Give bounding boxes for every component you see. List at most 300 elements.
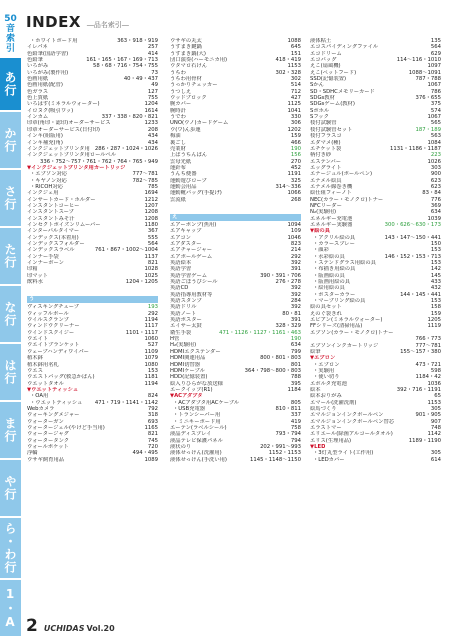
entry-pages: 799 [290,348,301,355]
sidebar-title [0,14,21,54]
entry-name: ▼LED [310,444,326,450]
entry-pages: 376・655 [415,95,441,102]
sidebar-title-char: 音 [5,24,15,34]
entry-name: インクジェットプリンタ用ロールペル [27,152,117,159]
entry-name: 色上質紙 [27,95,49,102]
entry-name: インナー手袋 [27,253,59,260]
sidebar-title-char: 索 [5,34,15,44]
tab-label: た行 [3,243,17,269]
tab-number-alpha[interactable] [0,580,21,636]
entry-pages: 364・798〜800・803 [244,367,301,374]
entry-pages: 305 [430,405,441,412]
catalog-volume: Vol.20 [86,624,115,633]
entry-name: ・布描き用絵の具 [313,266,356,273]
entry-name: 植木鉢 [27,355,43,362]
entry-pages: 419 [290,418,301,425]
entry-pages: 40・49・437 [123,76,158,83]
entry-name: インキ補充(角) [27,139,63,146]
entry-pages: 821 [147,260,158,267]
entry-name: 雲母光紙 [170,158,192,165]
entry-name: ウイルスクランプ [27,317,70,324]
entry-name: 印章オーダーサービス(日付印) [27,126,100,133]
entry-pages: 452 [290,164,301,171]
entry-name: ウエストバッグ(救急かばん) [27,374,95,381]
entry-name: エマール(洗濯洗剤) [310,399,357,406]
entry-pages: 153 [430,260,441,267]
entry-pages: 1131・1186・1187 [389,145,441,152]
entry-pages: 1088 [287,38,301,44]
entry-pages: 392 [290,291,301,298]
spacer [27,290,158,295]
entry-pages: 564 [147,241,158,247]
entry-pages: 634 [290,342,301,349]
entry-pages: 337・338・820・821 [101,114,158,121]
entry-pages: 564 [430,44,441,51]
tab-label: か行 [3,127,17,153]
entry-name: 絵筆 [310,348,321,355]
entry-name: 絵の具セット [310,304,342,311]
entry-name: 浮輪 [27,450,38,457]
entry-name: うちわ用骨材 [170,76,202,83]
entry-pages: 745 [147,437,158,444]
entry-pages: 391 [290,317,301,324]
entry-pages: 623 [430,183,441,190]
entry-pages: 1153 [287,63,301,70]
entry-pages: 276・278 [275,279,301,286]
entry-name: ・版画絵の具 [313,272,345,279]
entry-name: イロヌク(吸引ワッ) [27,107,74,114]
entry-pages: 1046 [287,234,301,241]
sidebar-title-char: 50 [4,14,17,24]
entry-pages: 284 [290,298,301,305]
entry-pages: 1194 [144,380,158,387]
entry-pages: 1094 [287,221,301,228]
entry-pages: 375 [430,101,441,108]
entry-pages: 1080 [144,361,158,368]
entry-pages: 80・81 [282,310,301,317]
entry-pages: 303 [430,164,441,171]
entry-pages: 901・905 [415,412,441,419]
entry-name: 印箱 [27,266,38,273]
entry-name: エリエール(除菌アルコールタオル) [310,431,393,438]
entry-pages: 109 [290,228,301,235]
entry-name: ▼ウエットティッシュ [27,386,79,393]
entry-name: インカム [27,114,49,121]
entry-pages: 801 [290,361,301,368]
kana-section-header: え [170,214,301,221]
entry-name: 運針布 [170,164,186,171]
entry-pages: 1117 [144,323,158,330]
entry-pages: 432 [430,285,441,292]
entry-pages: 623 [430,177,441,184]
entry-pages: 305 [430,450,441,457]
spacer [170,208,301,213]
entry-name: ・OA用 [30,393,49,400]
entry-name: エアボールゲーム [170,253,213,260]
entry-name: 液体せっけん(手洗い用) [170,456,227,463]
tab-sa-row[interactable] [0,170,21,226]
entry-name: エチケット袋 [310,145,342,152]
entry-name: ・水彩絵の具 [313,253,345,260]
entry-name: ・USB充電器 [173,405,206,412]
tab-ka-row[interactable] [0,112,21,168]
entry-pages: 65 [434,393,441,400]
entry-pages: 785 [147,183,158,190]
page-subtitle: ―品名索引― [86,21,129,29]
entry-pages: 135 [430,38,441,44]
entry-pages: 1204・1205 [125,279,158,286]
entry-name: ・アクリル絵の具 [313,234,356,241]
entry-name: エナメル線巻き機 [310,183,353,190]
entry-name: エプソンインクカートリッジ [310,342,379,349]
entry-pages: 900 [430,171,441,178]
entry-name: いろがみ(製作用) [27,69,69,76]
entry-name: エアダスター [170,240,202,247]
entry-name: 絵仕組フィーノト [310,190,352,197]
entry-pages: 1205 [427,317,441,324]
entry-name: インサートカード・ホルダー [27,196,96,203]
entry-pages: 300・626〜630・173 [384,221,441,228]
entry-name: 運動遊びロープ [170,177,207,184]
tab-label: ま行 [3,417,17,443]
entry-pages: 414 [147,50,158,57]
tab-label: あ行 [3,71,17,97]
entry-pages: 1145・1148〜1150 [249,456,301,463]
entry-name: インクジェ用 [27,190,59,197]
entry-name: SSD(記憶装置) [310,76,347,83]
index-column-1 [27,38,158,463]
entry-pages: 1041 [287,107,301,114]
entry-name: ウォーキングメジャー [27,412,80,419]
entry-name: うちわ [170,69,186,76]
index-entry [170,330,301,336]
entry-pages: 758 [290,424,301,431]
entry-pages: 1119 [427,323,441,330]
entry-name: ▼インクジェットプリンタ用カートリッジ [27,164,126,171]
entry-name: 上ばうちんばん [170,152,208,159]
entry-name: ウタマロ石けん [170,63,208,70]
entry-name: Webカメラ [27,405,55,412]
index-entry [27,457,158,463]
entry-name: エアコン [170,234,191,241]
entry-pages: 223 [430,152,441,159]
index-entry [170,457,301,463]
entry-name: 裏ごし [170,139,186,146]
entry-name: ・実験用 [313,367,335,374]
entry-name: ・顔彩 [313,247,329,254]
entry-pages: 1208 [144,209,158,216]
entry-pages: 1028 [144,266,158,273]
entry-pages: 1088〜1091 [408,69,441,76]
entry-name: ・ホワイトボード用 [30,38,78,44]
entry-pages: 629 [430,50,441,57]
entry-pages: 748 [430,424,441,431]
entry-pages: 1036 [427,380,441,387]
entry-pages: 1212 [144,196,158,203]
entry-pages: 494・495 [132,450,158,457]
tab-ma-row[interactable] [0,402,21,458]
entry-pages: 824 [147,393,158,400]
entry-name: ・ポスターカラー [313,291,356,298]
entry-pages: 1204 [144,101,158,108]
entry-name: エマルジョンインクボールペン替芯 [310,418,395,425]
entry-name: 英語ドリル [170,304,197,311]
entry-name: 液晶テレビ保護パネル [170,437,223,444]
entry-pages: 49 [151,82,158,89]
entry-pages: 907 [430,418,441,425]
entry-name: 団口演奏(ハーモニカ用) [170,57,228,64]
tab-label: な行 [3,301,17,327]
entry-name: ・ミニキーボード用 [173,418,221,425]
entry-name: 英語ノート [170,310,197,317]
tab-ya-row[interactable] [0,460,21,516]
entry-pages: 145 [430,272,441,279]
brand-logo: UCHIDAS [43,624,85,633]
entry-name: ▼絵の具 [310,228,330,235]
entry-pages: 712 [290,88,301,95]
entry-name: エアチャージャー [170,247,213,254]
entry-pages: 473・721 [415,361,441,368]
entry-pages: 292 [147,310,158,317]
entry-pages: 142 [430,266,441,273]
entry-pages: 427 [290,95,301,102]
entry-name: ウォータージャグ [27,431,69,438]
entry-pages: 330 [290,114,301,121]
entry-pages: 318 [147,412,158,419]
entry-pages: 434 [147,133,158,140]
entry-pages: 153 [147,367,158,374]
entry-name: 絵本 [310,386,321,393]
entry-pages: 1153 [427,399,441,406]
entry-pages: 159 [290,133,301,140]
entry-name: 雲流紙 [170,196,186,203]
entry-pages: 325 [290,177,301,184]
entry-name: HDMIケーブル [170,367,205,374]
entry-pages: 565 [430,120,441,127]
entry-pages: 527 [147,342,158,349]
entry-name: うでわ [170,114,186,121]
entry-name: ウィッフルボール [27,310,69,317]
entry-name: 運動会用品 [170,183,197,190]
entry-pages: 314〜336 [275,183,301,190]
entry-pages: 466 [290,139,301,146]
entry-name: 飲料水 [27,279,43,286]
entry-name: 腕カバー [170,101,192,108]
entry-pages: 161・165・167・169・713 [86,57,158,64]
entry-pages: 1184 [287,386,301,393]
page-number: 2 [26,616,38,636]
entry-pages: 1614 [144,107,158,114]
entry-name: 英語ごほうびシール [170,279,218,286]
tab-na-row[interactable] [0,286,21,342]
entry-pages: 1189・1190 [408,437,441,444]
entry-pages: 471・719・1141・1142 [94,399,158,406]
entry-pages: 786 [430,88,441,95]
entry-name: 色鉛筆(国語学習) [27,50,69,57]
entry-name: FFシリーズ(清掃用品) [310,323,363,330]
entry-name: 色画用紙 [27,76,49,83]
entry-name: エネルギー実験器 [310,221,353,228]
entry-name: NFCリーダー [310,202,342,209]
entry-pages: 114〜116・1010 [396,57,441,64]
entry-name: ウエイト [27,336,49,343]
entry-name: 枝付フラスコ [310,133,342,140]
entry-pages: 1137 [144,253,158,260]
entry-pages: 302 [290,76,301,83]
tab-label: は行 [3,359,17,385]
entry-pages: 153 [430,247,441,254]
entry-pages: 777〜781 [415,342,441,349]
page-header [26,13,129,35]
entry-name: 枝付試験管 [310,120,337,127]
entry-name: うんち便器 [170,171,197,178]
entry-name: 英語絵本 [170,260,192,266]
entry-name: SDGsゲーム(教材) [310,101,355,108]
entry-name: ・キヤノン対応 [30,177,67,184]
entry-pages: 821 [147,431,158,438]
entry-pages: 395 [290,380,301,387]
entry-name: うっかりチェッカー [170,82,218,89]
entry-name: ・版画用絵の具 [313,279,351,286]
entry-name: えのぐ袋きれ [310,310,342,317]
entry-name: 英語学習ゲーム [170,272,208,279]
page-title: INDEX [26,13,81,31]
tab-label: さ行 [3,185,17,211]
entry-name: 色ガラス [27,88,49,95]
entry-pages: 1152・1153 [268,450,301,457]
entry-pages: 433 [430,279,441,286]
entry-name: イレパネ [27,44,48,51]
entry-name: ウィンドウクリーナー [27,323,80,330]
entry-name: 液体粘土 [310,38,332,44]
entry-pages: 787・788 [415,76,441,83]
entry-name: インターバルタイマー [27,228,80,235]
entry-name: HDD(記憶装置) [170,374,208,381]
entry-pages: 336・752〜757・761・762・764・765・949 [40,158,158,165]
entry-name: うすまき鍋(大) [170,50,206,57]
entry-pages: 1079 [144,355,158,362]
entry-pages: 127 [147,88,158,95]
entry-pages: 1694 [144,190,158,197]
entry-pages: 58・68・716・754・755 [93,63,158,70]
entry-pages: 367 [147,228,158,235]
entry-pages: 1233 [144,120,158,127]
entry-name: ウ(ワ)ん歩運 [170,126,201,133]
entry-name: インセクトポイズンリムーバー [27,221,101,228]
tab-label: ら・わ行 [3,522,17,574]
entry-name: エークイップ(R1) [170,386,213,393]
entry-pages: 268 [290,196,301,203]
entry-pages: 1142 [427,431,441,438]
entry-pages: 151 [290,50,301,57]
entry-name: ヴィスキングチューブ [27,304,80,311]
entry-pages: 1191 [287,171,301,178]
tab-ta-row[interactable] [0,228,21,284]
entry-name: UNO(ウノ)カードゲーム [170,120,229,127]
tab-ha-row[interactable] [0,344,21,400]
entry-name: ・エプソン対応 [30,171,68,178]
entry-name: ウエイトブランケット [27,342,80,349]
entry-name: インスタントコーヒー [27,202,80,209]
entry-pages: 292 [290,253,301,260]
entry-pages: 792 [147,405,158,412]
entry-pages: 1097 [427,63,441,70]
entry-name: H₂(実験用) [170,342,197,349]
entry-pages: 1109 [144,348,158,355]
sidebar-title-char: 引 [5,44,15,54]
entry-name: 衛生手袋 [170,329,192,336]
page-footer [26,616,115,636]
entry-name: ・ウエットティッシュ [30,399,83,406]
entry-pages: 302・328 [275,69,301,76]
entry-pages: 337 [290,412,301,419]
entry-name: 梅油 [170,133,181,140]
entry-pages: 363・918・919 [117,38,158,44]
entry-name: ・LEDカバー [313,456,345,463]
entry-name: エプソン(カラー・モノクロ)トナー [310,329,394,336]
entry-name: インナーボーン [27,260,64,267]
entry-pages: 1181 [144,374,158,381]
entry-pages: 159 [430,310,441,317]
tab-a-row[interactable] [0,58,21,110]
entry-name: エアキャップ [170,228,202,235]
tab-ra-wa-row[interactable] [0,518,21,578]
entry-name: 英語ポスター [170,317,202,324]
entry-pages: 369 [430,202,441,209]
entry-pages: 418・419 [275,57,301,64]
entry-pages: 190 [290,336,301,343]
entry-name: えこ(ペットフード) [310,69,357,76]
entry-name: エナージュル(ボールペン) [310,171,373,178]
entry-pages: 146・152・153・713 [384,253,441,260]
entry-name: 運動靴バッグ(手提げ) [170,190,222,197]
entry-name: インスタントみそ汁 [27,215,75,222]
entry-pages: 720 [147,443,158,450]
entry-pages: 1180 [144,221,158,228]
entry-pages: 257 [147,44,158,51]
entry-pages: 392 [290,260,301,266]
entry-pages: 286・287・1024・1026 [94,145,158,152]
entry-name: エステンバー [310,158,342,165]
entry-name: ・絵用絵の具 [313,285,345,292]
entry-name: エリス(生理用品) [310,437,352,444]
entry-name: エコスパイディングファイル [310,44,379,51]
entry-pages: 788 [290,374,301,381]
entry-name: 印章(角印・認印)オーダーサービス [27,120,111,127]
entry-pages: 782〜785 [132,177,158,184]
entry-pages: 306 [290,120,301,127]
entry-pages: 1208 [144,215,158,222]
entry-pages: 1101・1117 [125,329,158,336]
entry-name: ウエットタオル [27,380,64,387]
entry-pages: 555 [147,234,158,241]
entry-name: HDMI切替器 [170,361,201,368]
entry-name: ウッドブロック [170,95,207,102]
entry-name: エマルジョンインクボールペン [310,412,384,419]
entry-name: エネルギー充電池 [310,215,353,222]
entry-name: うつしえ [170,88,192,95]
entry-name: 売業財 [170,145,186,152]
entry-pages: 800・801・803 [260,355,301,362]
entry-name: NEC(カラー・モノクロ)トナー [310,196,384,203]
entry-name: 英語指導用教材等 [170,291,213,298]
entry-pages: 805 [290,399,301,406]
entry-pages: 1194 [144,317,158,324]
entry-name: 液状のり [170,443,192,450]
entry-name: 英語学習 [170,266,192,273]
entry-name: いろはす(ミネラルウォーター) [27,101,100,108]
entry-name: エダマメ(種) [310,139,341,146]
